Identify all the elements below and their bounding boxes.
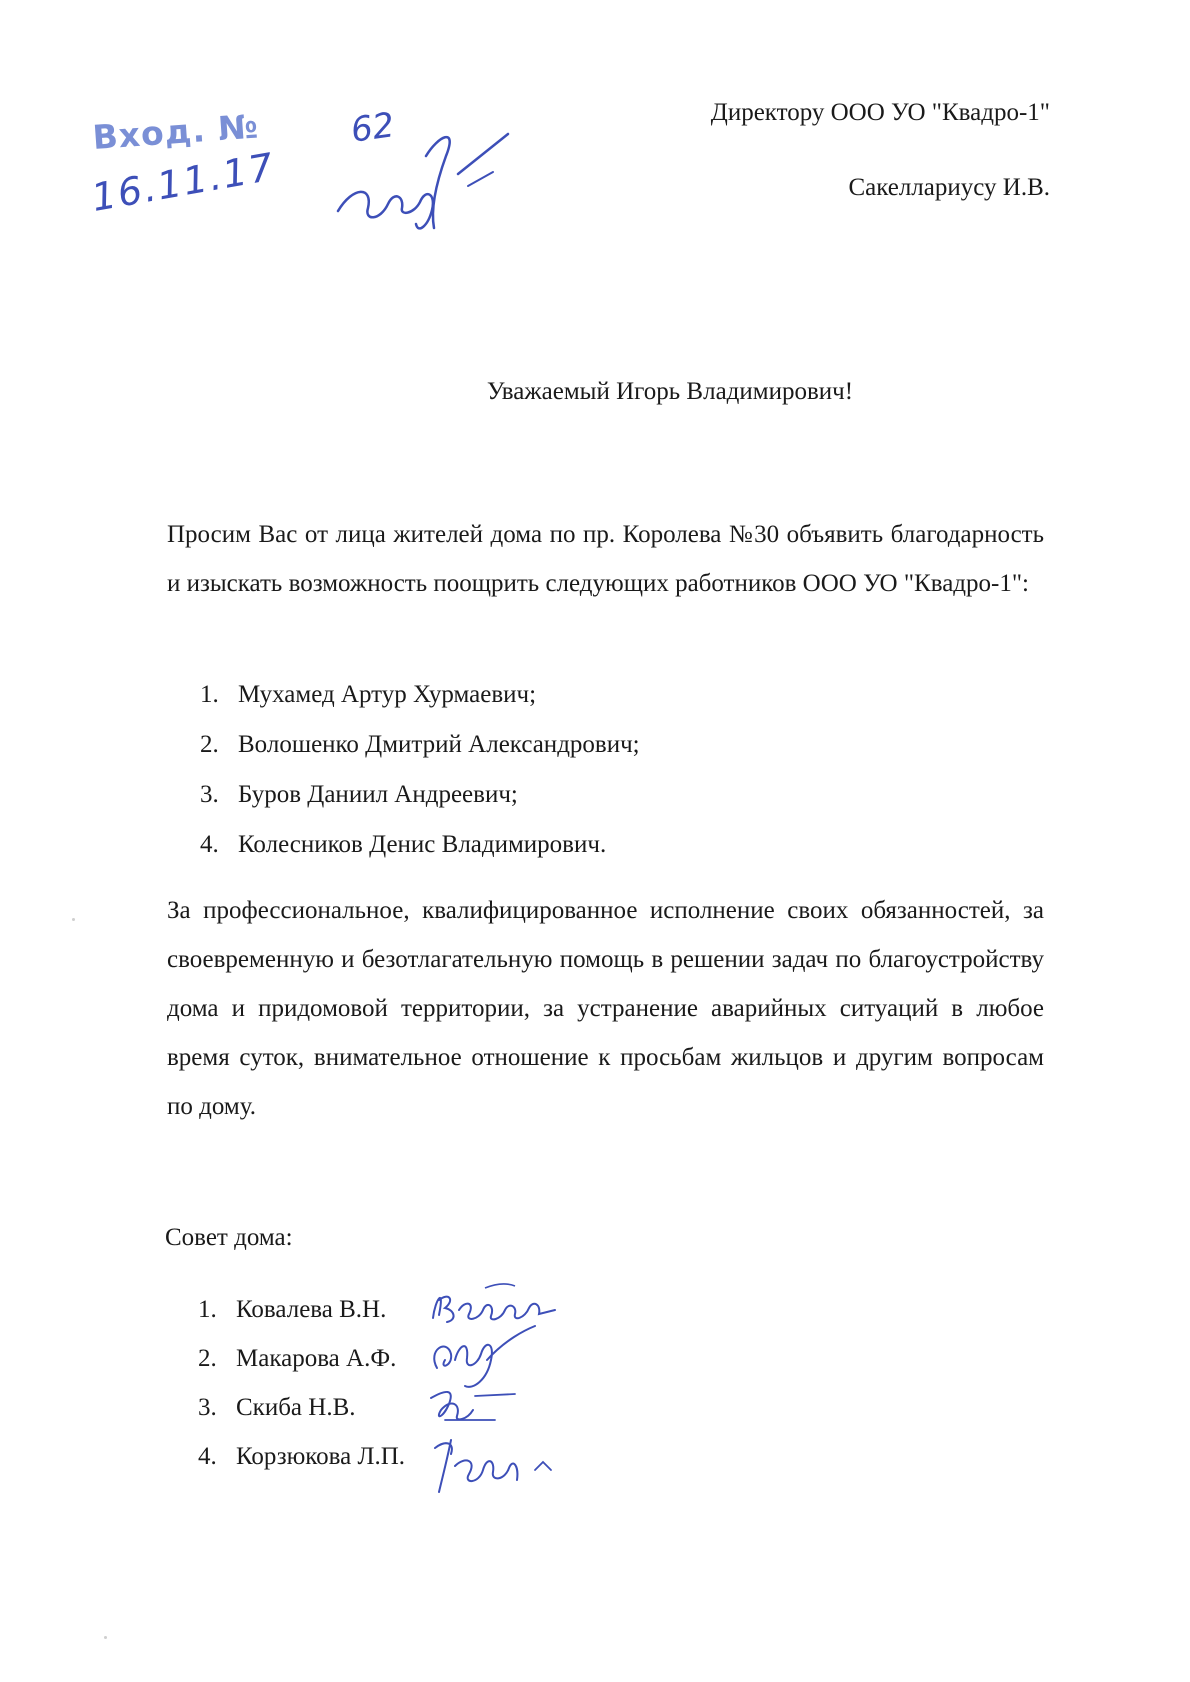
list-item: 2. Макарова А.Ф. — [198, 1345, 397, 1372]
stamp-signature-scribble — [318, 116, 518, 236]
list-item: 2. Волошенко Дмитрий Александрович; — [200, 731, 640, 758]
stamp-printed-label: Вход. № — [91, 106, 261, 157]
salutation: Уважаемый Игорь Владимирович! — [486, 378, 854, 405]
request-paragraph: Просим Вас от лица жителей дома по пр. Королева №30 объявить благодарность и изыскать возможность поощрить следующих работников ООО УО "Квадро-1": — [167, 521, 1044, 597]
signature-3 — [431, 1392, 515, 1420]
list-item: 4. Корзюкова Л.П. — [198, 1443, 405, 1470]
stamp-number: 62 — [348, 105, 397, 151]
signature-4 — [435, 1440, 551, 1492]
signature-1 — [433, 1284, 555, 1322]
list-item: 1. Ковалева В.Н. — [198, 1296, 387, 1323]
addressee-block — [711, 100, 1050, 200]
list-item: 3. Буров Даниил Андреевич; — [200, 781, 518, 808]
list-item: 1. Мухамед Артур Хурмаевич; — [200, 681, 537, 708]
employee-list — [200, 670, 640, 870]
council-signatures — [425, 1270, 605, 1500]
signature-2 — [434, 1326, 535, 1387]
scan-artifact — [104, 1636, 107, 1639]
scan-artifact — [72, 918, 75, 921]
addressee-position: Директору ООО УО "Квадро-1" — [710, 99, 1050, 126]
addressee-name: Сакеллариусу И.В. — [848, 174, 1050, 201]
council-member-list — [198, 1285, 405, 1481]
list-item: 4. Колесников Денис Владимирович. — [200, 831, 607, 858]
list-item: 3. Скиба Н.В. — [198, 1394, 356, 1421]
stamp-date: 16.11.17 — [88, 144, 279, 220]
incoming-stamp — [88, 96, 448, 226]
council-title: Совет дома: — [165, 1224, 293, 1251]
reason-paragraph: За профессиональное, квалифицированное исполнение своих обязанностей, за своевременную и безотлагательную помощь в решении задач по благоустройству дома и придомовой территории, за устранение аварийных ситуаций в любое время суток, внимательное отношение к просьбам жильцов и другим вопросам по дому. — [167, 897, 1044, 1120]
